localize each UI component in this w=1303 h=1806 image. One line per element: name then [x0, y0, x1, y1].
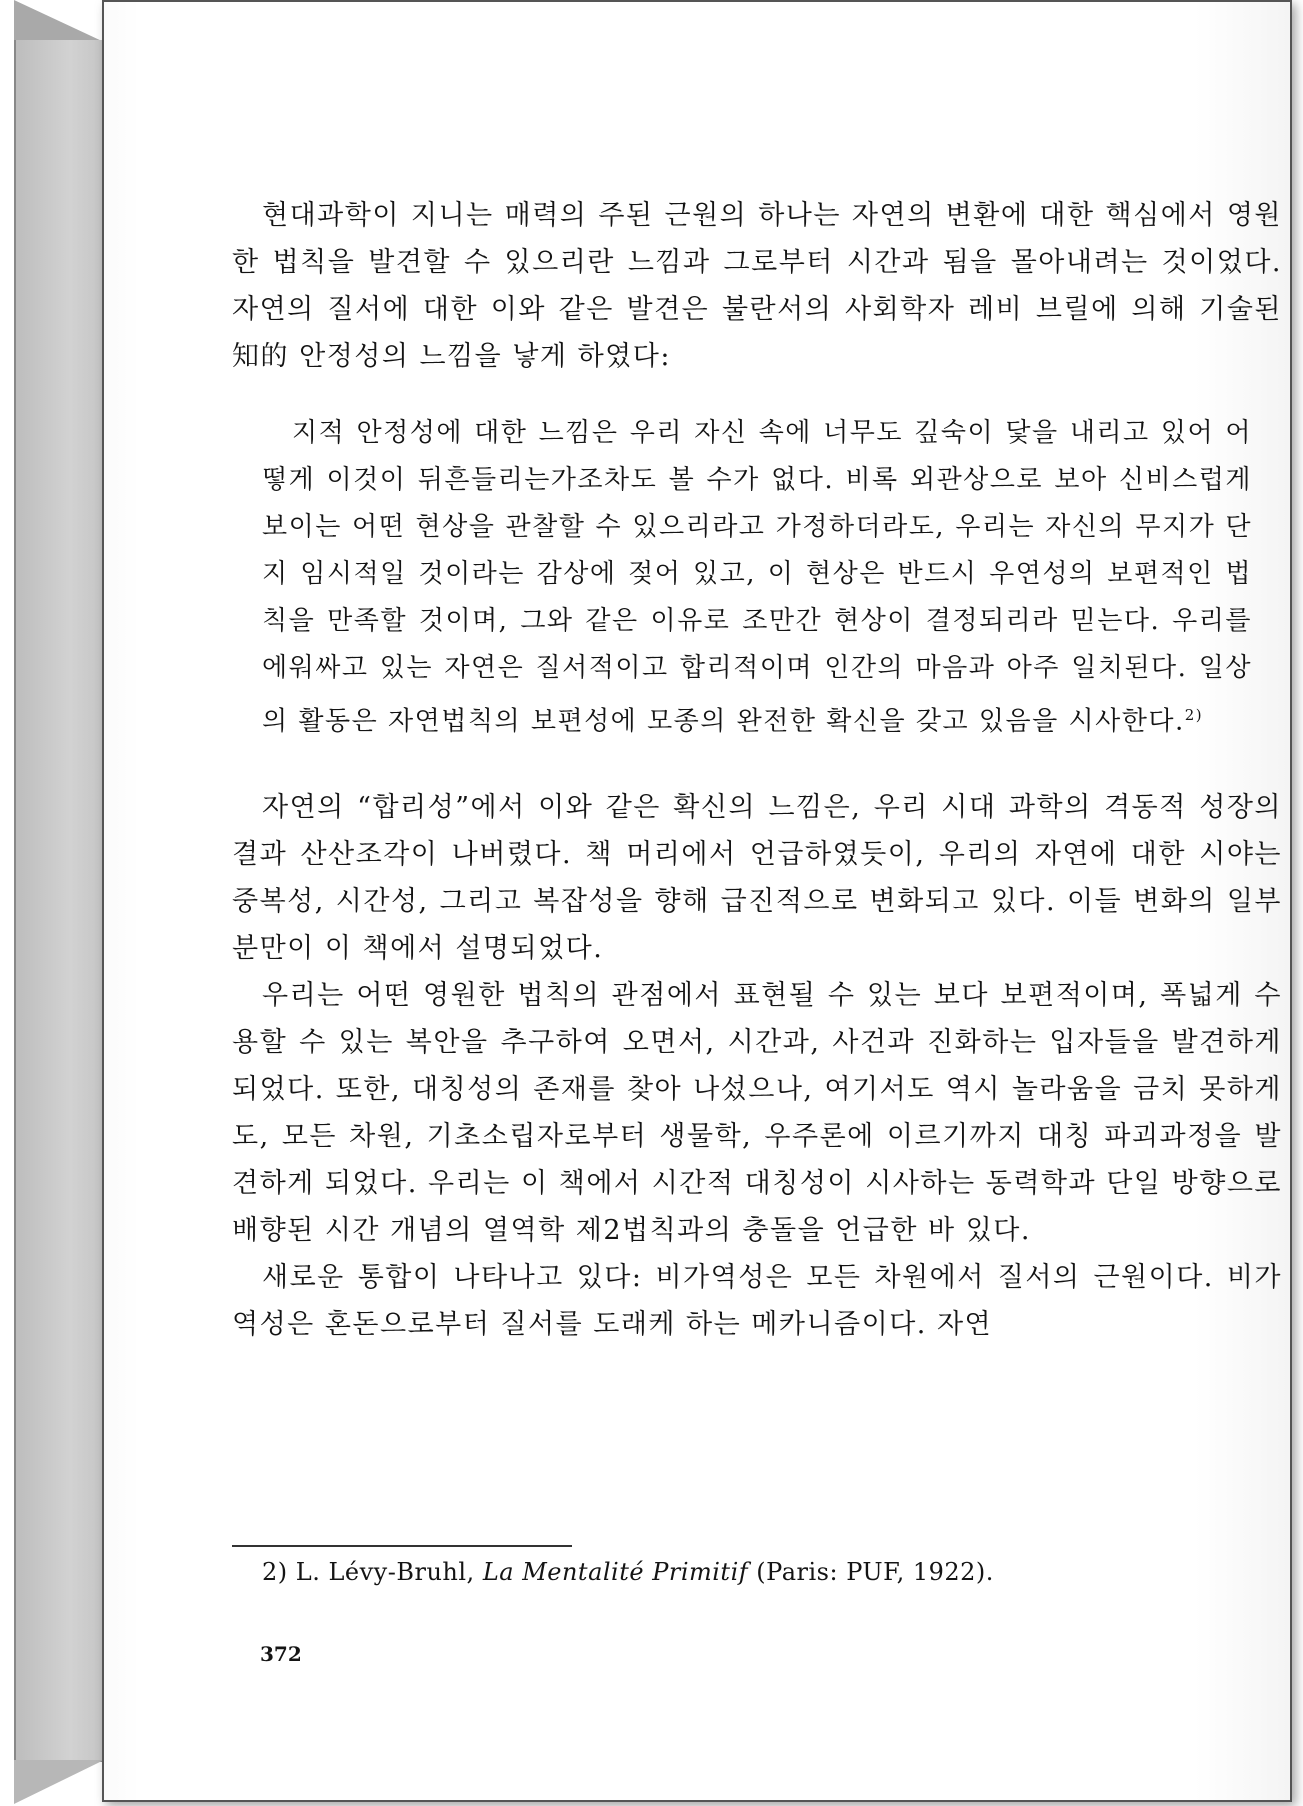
quote-text: 지적 안정성에 대한 느낌은 우리 자신 속에 너무도 깊숙이 닻을 내리고 있어 어떻게 이것이 뒤흔들리는가조차도 볼 수가 없다. 비록 외관상으로 보아 신비스럽게 보이는 어떤 현상을 관찰할 수 있으리라고 가정하더라도, 우리는 자신의 무지가 단지 임시적일 것이라는 감상에 젖어 있고, 이 현상은 반드시 우연성의 보편적인 법칙을 만족할 것이며, 그와 같은 이유로 조만간 현상이 결정되리라 믿는다. 우리를 에워싸고 있는 자연은 질서적이고 합리적이며 인간의 마음과 아주 일치된다. 일상의 활동은 자연법칙의 보편성에 모종의 완전한 확신을 갖고 있음을 시사한다.	[262, 418, 1252, 737]
footnote-title: La Mentalité Primitif	[482, 1558, 749, 1586]
footnote-divider	[232, 1545, 572, 1547]
paragraph-4: 새로운 통합이 나타나고 있다: 비가역성은 모든 차원에서 질서의 근원이다. 비가역성은 혼돈으로부터 질서를 도래케 하는 메카니즘이다. 자연	[232, 1261, 1282, 1340]
paragraph-3: 우리는 어떤 영원한 법칙의 관점에서 표현될 수 있는 보다 보편적이며, 폭넓게 수용할 수 있는 복안을 추구하여 오면서, 시간과, 사건과 진화하는 입자들을 발견하게 되었다. 또한, 대칭성의 존재를 찾아 나섰으나, 여기서도 역시 놀라움을 금치 못하게도, 모든 차원, 기초소립자로부터 생물학, 우주론에 이르기까지 대칭 파괴과정을 발견하게 되었다. 우리는 이 책에서 시간적 대칭성이 시사하는 동력학과 단일 방향으로 배향된 시간 개념의 열역학 제2법칙과의 충돌을 언급한 바 있다.	[232, 979, 1282, 1246]
page-body	[232, 192, 1282, 1348]
book-spine-bottom	[14, 1760, 104, 1804]
page-number: 372	[260, 1642, 302, 1666]
footnote-reference: 2)	[1184, 706, 1204, 724]
footnote	[262, 1558, 994, 1586]
book-page	[102, 0, 1292, 1802]
paragraph-1: 현대과학이 지니는 매력의 주된 근원의 하나는 자연의 변환에 대한 핵심에서 영원한 법칙을 발견할 수 있으리란 느낌과 그로부터 시간과 됨을 몰아내려는 것이었다. 자연의 질서에 대한 이와 같은 발견은 불란서의 사회학자 레비 브릴에 의해 기술된 知的 안정성의 느낌을 낳게 하였다:	[232, 200, 1282, 372]
book-spine	[14, 40, 106, 1762]
block-quote	[262, 410, 1252, 746]
footnote-publication: (Paris: PUF, 1922).	[756, 1558, 994, 1586]
footnote-number: 2)	[262, 1558, 288, 1586]
footnote-author: L. Lévy-Bruhl,	[295, 1558, 475, 1586]
book-spine-top	[14, 0, 104, 42]
paragraph-2: 자연의 “합리성”에서 이와 같은 확신의 느낌은, 우리 시대 과학의 격동적 성장의 결과 산산조각이 나버렸다. 책 머리에서 언급하였듯이, 우리의 자연에 대한 시야는 중복성, 시간성, 그리고 복잡성을 향해 급진적으로 변화되고 있다. 이들 변화의 일부분만이 이 책에서 설명되었다.	[232, 791, 1282, 964]
